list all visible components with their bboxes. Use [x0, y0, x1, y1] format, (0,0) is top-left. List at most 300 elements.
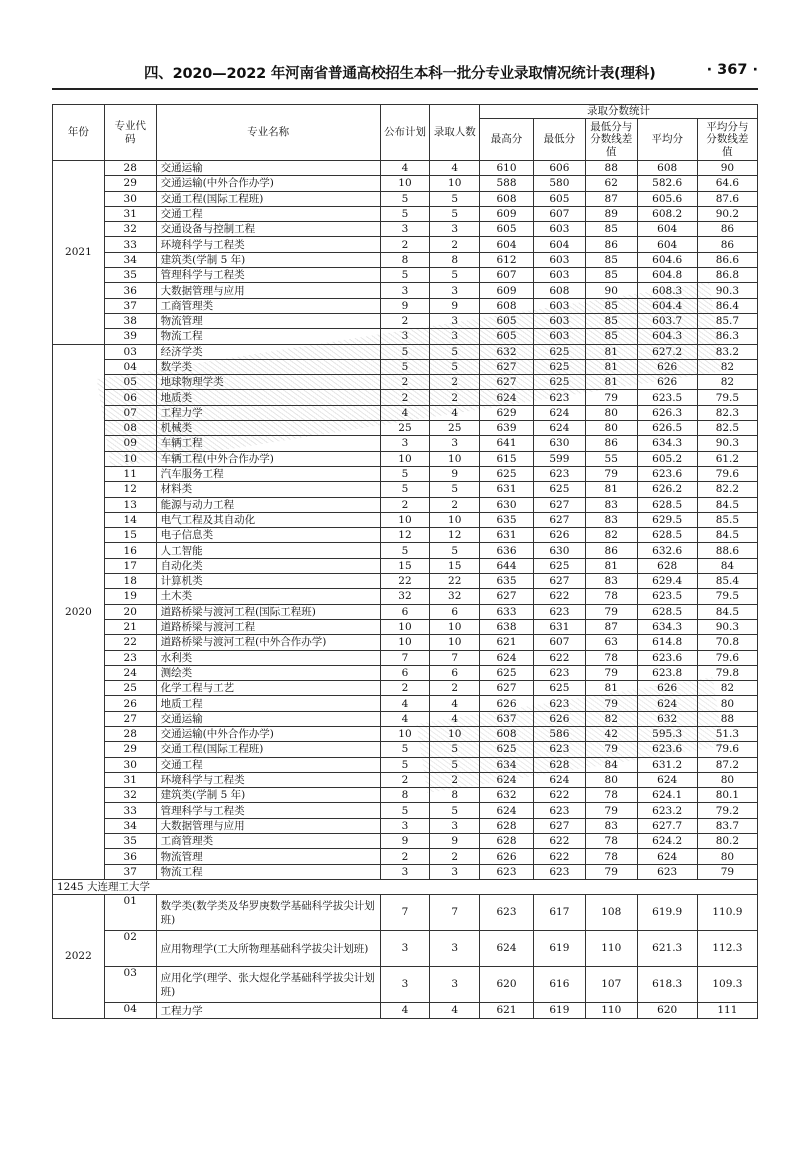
cell-plan: 12 — [380, 528, 430, 543]
cell-admitted: 4 — [430, 161, 480, 176]
cell-avg: 623.6 — [637, 650, 697, 665]
cell-avg: 623.5 — [637, 589, 697, 604]
col-min: 最低分 — [533, 119, 585, 161]
cell-admitted: 7 — [430, 650, 480, 665]
cell-min-diff: 80 — [585, 405, 637, 420]
cell-admitted: 5 — [430, 206, 480, 221]
cell-avg: 627.7 — [637, 818, 697, 833]
cell-admitted: 5 — [430, 191, 480, 206]
cell-avg-diff: 82.3 — [697, 405, 757, 420]
cell-min-diff: 110 — [585, 931, 637, 967]
cell-admitted: 32 — [430, 589, 480, 604]
cell-min: 625 — [533, 681, 585, 696]
cell-avg: 619.9 — [637, 895, 697, 931]
cell-avg-diff: 83.2 — [697, 344, 757, 359]
cell-name: 物流管理 — [156, 849, 380, 864]
cell-max: 629 — [480, 405, 534, 420]
cell-admitted: 3 — [430, 329, 480, 344]
cell-min-diff: 62 — [585, 176, 637, 191]
cell-avg: 626.5 — [637, 421, 697, 436]
table-row — [53, 772, 758, 787]
year-cell: 2020 — [53, 344, 105, 879]
cell-min-diff: 108 — [585, 895, 637, 931]
cell-avg-diff: 90.3 — [697, 283, 757, 298]
table-row — [53, 931, 758, 967]
cell-plan: 5 — [380, 206, 430, 221]
cell-max: 632 — [480, 788, 534, 803]
cell-admitted: 3 — [430, 222, 480, 237]
table-row — [53, 451, 758, 466]
cell-min: 606 — [533, 161, 585, 176]
cell-code: 18 — [104, 574, 156, 589]
cell-admitted: 25 — [430, 421, 480, 436]
cell-plan: 5 — [380, 543, 430, 558]
cell-admitted: 3 — [430, 931, 480, 967]
table-row — [53, 681, 758, 696]
cell-min-diff: 87 — [585, 619, 637, 634]
col-avg: 平均分 — [637, 119, 697, 161]
table-row — [53, 558, 758, 573]
cell-min: 626 — [533, 711, 585, 726]
cell-max: 605 — [480, 313, 534, 328]
cell-min: 625 — [533, 558, 585, 573]
cell-code: 20 — [104, 604, 156, 619]
cell-min-diff: 79 — [585, 803, 637, 818]
cell-avg: 618.3 — [637, 967, 697, 1003]
cell-name: 应用化学(理学、张大煜化学基础科学拔尖计划班) — [156, 967, 380, 1003]
cell-avg: 624.2 — [637, 834, 697, 849]
cell-avg: 628.5 — [637, 528, 697, 543]
cell-plan: 5 — [380, 268, 430, 283]
cell-max: 623 — [480, 864, 534, 879]
cell-avg-diff: 111 — [697, 1003, 757, 1019]
cell-name: 汽车服务工程 — [156, 466, 380, 481]
cell-avg-diff: 79.8 — [697, 665, 757, 680]
cell-max: 631 — [480, 482, 534, 497]
cell-name: 交通运输(中外合作办学) — [156, 726, 380, 741]
cell-code: 28 — [104, 726, 156, 741]
cell-avg-diff: 79.5 — [697, 390, 757, 405]
cell-plan: 4 — [380, 711, 430, 726]
table-row — [53, 390, 758, 405]
cell-min: 630 — [533, 436, 585, 451]
cell-plan: 22 — [380, 574, 430, 589]
cell-max: 610 — [480, 161, 534, 176]
cell-avg-diff: 80.1 — [697, 788, 757, 803]
cell-admitted: 2 — [430, 681, 480, 696]
cell-avg: 624 — [637, 772, 697, 787]
cell-avg: 621.3 — [637, 931, 697, 967]
cell-max: 615 — [480, 451, 534, 466]
cell-admitted: 7 — [430, 895, 480, 931]
cell-max: 625 — [480, 665, 534, 680]
cell-avg-diff: 84.5 — [697, 528, 757, 543]
cell-code: 37 — [104, 864, 156, 879]
table-row — [53, 375, 758, 390]
cell-min: 616 — [533, 967, 585, 1003]
cell-admitted: 9 — [430, 834, 480, 849]
cell-avg-diff: 90.2 — [697, 206, 757, 221]
cell-min: 625 — [533, 359, 585, 374]
cell-code: 23 — [104, 650, 156, 665]
table-row — [53, 161, 758, 176]
cell-name: 地质类 — [156, 390, 380, 405]
cell-max: 627 — [480, 359, 534, 374]
cell-min-diff: 84 — [585, 757, 637, 772]
cell-admitted: 8 — [430, 788, 480, 803]
cell-plan: 2 — [380, 497, 430, 512]
cell-admitted: 2 — [430, 237, 480, 252]
cell-max: 625 — [480, 742, 534, 757]
col-stats-group: 录取分数统计 — [480, 105, 758, 119]
cell-min: 622 — [533, 849, 585, 864]
cell-name: 材料类 — [156, 482, 380, 497]
cell-code: 14 — [104, 512, 156, 527]
cell-avg-diff: 86.3 — [697, 329, 757, 344]
cell-max: 608 — [480, 298, 534, 313]
cell-max: 624 — [480, 772, 534, 787]
cell-avg-diff: 82 — [697, 681, 757, 696]
cell-avg-diff: 80 — [697, 772, 757, 787]
cell-min-diff: 83 — [585, 512, 637, 527]
cell-name: 工商管理类 — [156, 298, 380, 313]
cell-avg: 623.2 — [637, 803, 697, 818]
cell-code: 37 — [104, 298, 156, 313]
table-row — [53, 436, 758, 451]
cell-code: 34 — [104, 252, 156, 267]
cell-min-diff: 81 — [585, 558, 637, 573]
cell-avg-diff: 86.8 — [697, 268, 757, 283]
cell-max: 620 — [480, 967, 534, 1003]
table-row — [53, 268, 758, 283]
cell-avg: 604.4 — [637, 298, 697, 313]
cell-max: 639 — [480, 421, 534, 436]
cell-code: 24 — [104, 665, 156, 680]
cell-name: 交通运输 — [156, 711, 380, 726]
cell-avg: 624 — [637, 696, 697, 711]
table-row — [53, 711, 758, 726]
col-name: 专业名称 — [156, 105, 380, 161]
cell-min-diff: 83 — [585, 497, 637, 512]
table-row — [53, 313, 758, 328]
cell-max: 638 — [480, 619, 534, 634]
cell-admitted: 5 — [430, 803, 480, 818]
cell-avg-diff: 82.2 — [697, 482, 757, 497]
cell-admitted: 2 — [430, 772, 480, 787]
cell-code: 21 — [104, 619, 156, 634]
cell-max: 635 — [480, 574, 534, 589]
cell-admitted: 10 — [430, 635, 480, 650]
table-row — [53, 604, 758, 619]
cell-code: 27 — [104, 711, 156, 726]
cell-code: 16 — [104, 543, 156, 558]
cell-max: 633 — [480, 604, 534, 619]
cell-plan: 9 — [380, 298, 430, 313]
cell-min: 624 — [533, 772, 585, 787]
cell-name: 电子信息类 — [156, 528, 380, 543]
cell-min-diff: 85 — [585, 222, 637, 237]
cell-code: 34 — [104, 818, 156, 833]
cell-name: 道路桥梁与渡河工程 — [156, 619, 380, 634]
cell-min-diff: 80 — [585, 421, 637, 436]
cell-code: 06 — [104, 390, 156, 405]
cell-plan: 7 — [380, 895, 430, 931]
cell-plan: 2 — [380, 313, 430, 328]
cell-max: 627 — [480, 375, 534, 390]
cell-admitted: 3 — [430, 283, 480, 298]
cell-min: 623 — [533, 742, 585, 757]
cell-avg: 624 — [637, 849, 697, 864]
table-row — [53, 237, 758, 252]
table-row — [53, 176, 758, 191]
cell-avg-diff: 86 — [697, 222, 757, 237]
cell-plan: 5 — [380, 757, 430, 772]
cell-min-diff: 63 — [585, 635, 637, 650]
cell-plan: 5 — [380, 482, 430, 497]
cell-max: 636 — [480, 543, 534, 558]
cell-avg-diff: 80 — [697, 849, 757, 864]
cell-avg-diff: 61.2 — [697, 451, 757, 466]
cell-min: 603 — [533, 268, 585, 283]
cell-min: 586 — [533, 726, 585, 741]
table-row — [53, 967, 758, 1003]
cell-code: 36 — [104, 283, 156, 298]
cell-min: 607 — [533, 635, 585, 650]
cell-code: 08 — [104, 421, 156, 436]
table-row — [53, 619, 758, 634]
cell-code: 29 — [104, 742, 156, 757]
cell-admitted: 9 — [430, 466, 480, 481]
cell-plan: 3 — [380, 818, 430, 833]
cell-name: 数学类(数学类及华罗庚数学基础科学拔尖计划班) — [156, 895, 380, 931]
cell-avg-diff: 88.6 — [697, 543, 757, 558]
cell-code: 04 — [104, 359, 156, 374]
cell-code: 33 — [104, 803, 156, 818]
cell-avg: 626 — [637, 359, 697, 374]
cell-name: 能源与动力工程 — [156, 497, 380, 512]
cell-min: 625 — [533, 344, 585, 359]
cell-name: 车辆工程(中外合作办学) — [156, 451, 380, 466]
cell-admitted: 10 — [430, 726, 480, 741]
table-row — [53, 543, 758, 558]
cell-avg: 604 — [637, 222, 697, 237]
cell-max: 623 — [480, 895, 534, 931]
table-row — [53, 421, 758, 436]
cell-min: 604 — [533, 237, 585, 252]
cell-code: 15 — [104, 528, 156, 543]
cell-admitted: 3 — [430, 313, 480, 328]
cell-min: 623 — [533, 604, 585, 619]
cell-min-diff: 110 — [585, 1003, 637, 1019]
cell-max: 630 — [480, 497, 534, 512]
cell-admitted: 5 — [430, 757, 480, 772]
cell-plan: 4 — [380, 1003, 430, 1019]
cell-code: 13 — [104, 497, 156, 512]
cell-code: 31 — [104, 772, 156, 787]
cell-min: 627 — [533, 497, 585, 512]
cell-plan: 10 — [380, 635, 430, 650]
cell-min: 607 — [533, 206, 585, 221]
cell-max: 605 — [480, 222, 534, 237]
cell-min-diff: 86 — [585, 543, 637, 558]
cell-name: 化学工程与工艺 — [156, 681, 380, 696]
cell-avg-diff: 64.6 — [697, 176, 757, 191]
cell-min-diff: 55 — [585, 451, 637, 466]
cell-max: 624 — [480, 650, 534, 665]
cell-name: 交通运输(中外合作办学) — [156, 176, 380, 191]
cell-min-diff: 78 — [585, 834, 637, 849]
cell-plan: 3 — [380, 329, 430, 344]
cell-max: 631 — [480, 528, 534, 543]
cell-max: 607 — [480, 268, 534, 283]
table-row — [53, 818, 758, 833]
cell-code: 07 — [104, 405, 156, 420]
cell-max: 612 — [480, 252, 534, 267]
cell-admitted: 10 — [430, 619, 480, 634]
table-row — [53, 665, 758, 680]
cell-admitted: 10 — [430, 512, 480, 527]
cell-avg-diff: 112.3 — [697, 931, 757, 967]
cell-plan: 4 — [380, 696, 430, 711]
table-row — [53, 329, 758, 344]
cell-code: 31 — [104, 206, 156, 221]
cell-max: 604 — [480, 237, 534, 252]
cell-plan: 7 — [380, 650, 430, 665]
cell-min: 603 — [533, 252, 585, 267]
cell-code: 03 — [104, 967, 156, 1003]
cell-max: 632 — [480, 344, 534, 359]
cell-name: 土木类 — [156, 589, 380, 604]
cell-avg-diff: 83.7 — [697, 818, 757, 833]
cell-avg-diff: 70.8 — [697, 635, 757, 650]
cell-min: 627 — [533, 574, 585, 589]
cell-name: 交通运输 — [156, 161, 380, 176]
table-row — [53, 283, 758, 298]
table-row — [53, 405, 758, 420]
cell-plan: 3 — [380, 283, 430, 298]
cell-min-diff: 90 — [585, 283, 637, 298]
cell-name: 道路桥梁与渡河工程(中外合作办学) — [156, 635, 380, 650]
table-row — [53, 482, 758, 497]
cell-plan: 2 — [380, 681, 430, 696]
cell-plan: 2 — [380, 849, 430, 864]
cell-min-diff: 79 — [585, 604, 637, 619]
cell-min-diff: 83 — [585, 818, 637, 833]
cell-min-diff: 86 — [585, 237, 637, 252]
cell-min-diff: 79 — [585, 696, 637, 711]
cell-code: 02 — [104, 931, 156, 967]
cell-admitted: 5 — [430, 742, 480, 757]
cell-max: 609 — [480, 206, 534, 221]
cell-min-diff: 78 — [585, 650, 637, 665]
cell-code: 32 — [104, 788, 156, 803]
year-cell: 2021 — [53, 161, 105, 345]
header-rule — [52, 88, 758, 90]
cell-code: 17 — [104, 558, 156, 573]
cell-max: 637 — [480, 711, 534, 726]
cell-name: 人工智能 — [156, 543, 380, 558]
cell-avg-diff: 82 — [697, 359, 757, 374]
cell-name: 测绘类 — [156, 665, 380, 680]
cell-plan: 8 — [380, 252, 430, 267]
cell-avg-diff: 110.9 — [697, 895, 757, 931]
cell-min: 622 — [533, 650, 585, 665]
cell-admitted: 15 — [430, 558, 480, 573]
cell-max: 628 — [480, 818, 534, 833]
cell-min: 599 — [533, 451, 585, 466]
cell-name: 车辆工程 — [156, 436, 380, 451]
cell-min: 622 — [533, 834, 585, 849]
cell-avg: 605.2 — [637, 451, 697, 466]
cell-min: 603 — [533, 298, 585, 313]
cell-min-diff: 79 — [585, 466, 637, 481]
cell-code: 01 — [104, 895, 156, 931]
table-row — [53, 512, 758, 527]
cell-min-diff: 81 — [585, 359, 637, 374]
cell-plan: 8 — [380, 788, 430, 803]
cell-name: 物流管理 — [156, 313, 380, 328]
cell-plan: 2 — [380, 390, 430, 405]
cell-plan: 5 — [380, 742, 430, 757]
cell-max: 628 — [480, 834, 534, 849]
table-row — [53, 1003, 758, 1019]
cell-min-diff: 86 — [585, 436, 637, 451]
cell-admitted: 4 — [430, 696, 480, 711]
table-row — [53, 895, 758, 931]
cell-min: 627 — [533, 818, 585, 833]
table-row — [53, 726, 758, 741]
cell-avg-diff: 79.5 — [697, 589, 757, 604]
cell-plan: 10 — [380, 176, 430, 191]
cell-min: 603 — [533, 222, 585, 237]
table-row — [53, 344, 758, 359]
col-code: 专业代码 — [104, 105, 156, 161]
table-row — [53, 650, 758, 665]
cell-max: 626 — [480, 696, 534, 711]
table-row — [53, 864, 758, 879]
cell-max: 635 — [480, 512, 534, 527]
cell-min: 603 — [533, 313, 585, 328]
cell-code: 38 — [104, 313, 156, 328]
cell-avg-diff: 84 — [697, 558, 757, 573]
cell-avg: 604.8 — [637, 268, 697, 283]
cell-code: 04 — [104, 1003, 156, 1019]
cell-code: 33 — [104, 237, 156, 252]
cell-name: 道路桥梁与渡河工程(国际工程班) — [156, 604, 380, 619]
cell-name: 物流工程 — [156, 864, 380, 879]
cell-admitted: 4 — [430, 1003, 480, 1019]
cell-name: 管理科学与工程类 — [156, 268, 380, 283]
cell-name: 建筑类(学制 5 年) — [156, 252, 380, 267]
cell-name: 交通工程(国际工程班) — [156, 742, 380, 757]
cell-min-diff: 81 — [585, 681, 637, 696]
cell-avg-diff: 86 — [697, 237, 757, 252]
cell-admitted: 5 — [430, 482, 480, 497]
cell-min: 580 — [533, 176, 585, 191]
cell-name: 应用物理学(工大所物理基础科学拔尖计划班) — [156, 931, 380, 967]
table-row — [53, 191, 758, 206]
cell-min-diff: 87 — [585, 191, 637, 206]
cell-min: 630 — [533, 543, 585, 558]
cell-min: 623 — [533, 390, 585, 405]
cell-avg-diff: 80 — [697, 696, 757, 711]
table-row — [53, 742, 758, 757]
admission-table — [52, 104, 758, 1019]
cell-min-diff: 85 — [585, 313, 637, 328]
cell-max: 634 — [480, 757, 534, 772]
cell-avg-diff: 86.6 — [697, 252, 757, 267]
cell-name: 数学类 — [156, 359, 380, 374]
